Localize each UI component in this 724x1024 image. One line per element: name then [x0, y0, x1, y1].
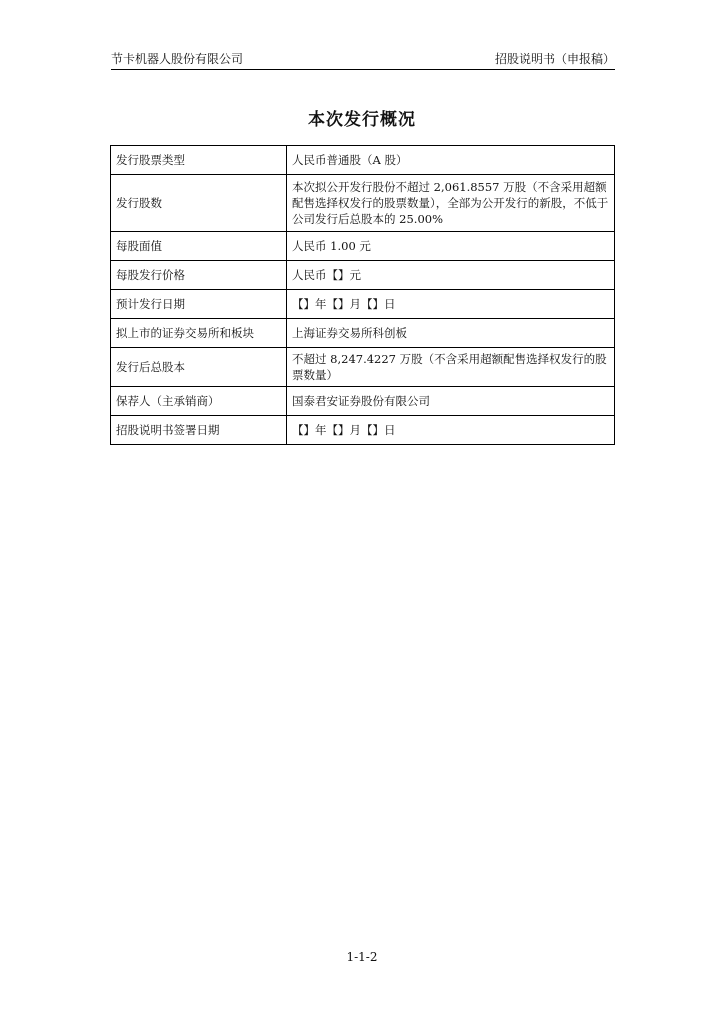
row-value: 上海证券交易所科创板 — [287, 319, 615, 348]
table-row — [111, 290, 615, 319]
offering-summary-table — [110, 145, 615, 445]
header-company-name: 节卡机器人股份有限公司 — [111, 52, 244, 66]
row-value: 人民币普通股（A 股） — [287, 146, 615, 175]
row-value: 人民币【】元 — [287, 261, 615, 290]
row-label: 拟上市的证券交易所和板块 — [111, 319, 287, 348]
page-number: 1-1-2 — [346, 950, 378, 964]
row-label: 每股发行价格 — [111, 261, 287, 290]
row-value: 不超过 8,247.4227 万股（不含采用超额配售选择权发行的股票数量） — [287, 348, 615, 387]
table-row — [111, 416, 615, 445]
row-value: 国泰君安证券股份有限公司 — [287, 387, 615, 416]
row-value: 人民币 1.00 元 — [287, 232, 615, 261]
row-label: 保荐人（主承销商） — [111, 387, 287, 416]
table-row — [111, 175, 615, 232]
table-row — [111, 319, 615, 348]
table-row — [111, 146, 615, 175]
table-row — [111, 261, 615, 290]
row-value: 【】年【】月【】日 — [287, 290, 615, 319]
row-label: 每股面值 — [111, 232, 287, 261]
row-value: 【】年【】月【】日 — [287, 416, 615, 445]
row-value: 本次拟公开发行股份不超过 2,061.8557 万股（不含采用超额配售选择权发行的股票数量），全部为公开发行的新股，不低于公司发行后总股本的 25.00% — [287, 175, 615, 232]
row-label: 招股说明书签署日期 — [111, 416, 287, 445]
table-row — [111, 387, 615, 416]
header-document-name: 招股说明书（申报稿） — [494, 52, 615, 66]
row-label: 发行后总股本 — [111, 348, 287, 387]
table-row — [111, 232, 615, 261]
table-row — [111, 348, 615, 387]
row-label: 发行股数 — [111, 175, 287, 232]
header-rule — [111, 69, 615, 70]
row-label: 发行股票类型 — [111, 146, 287, 175]
row-label: 预计发行日期 — [111, 290, 287, 319]
page-header — [111, 50, 615, 68]
page-title: 本次发行概况 — [308, 110, 416, 130]
